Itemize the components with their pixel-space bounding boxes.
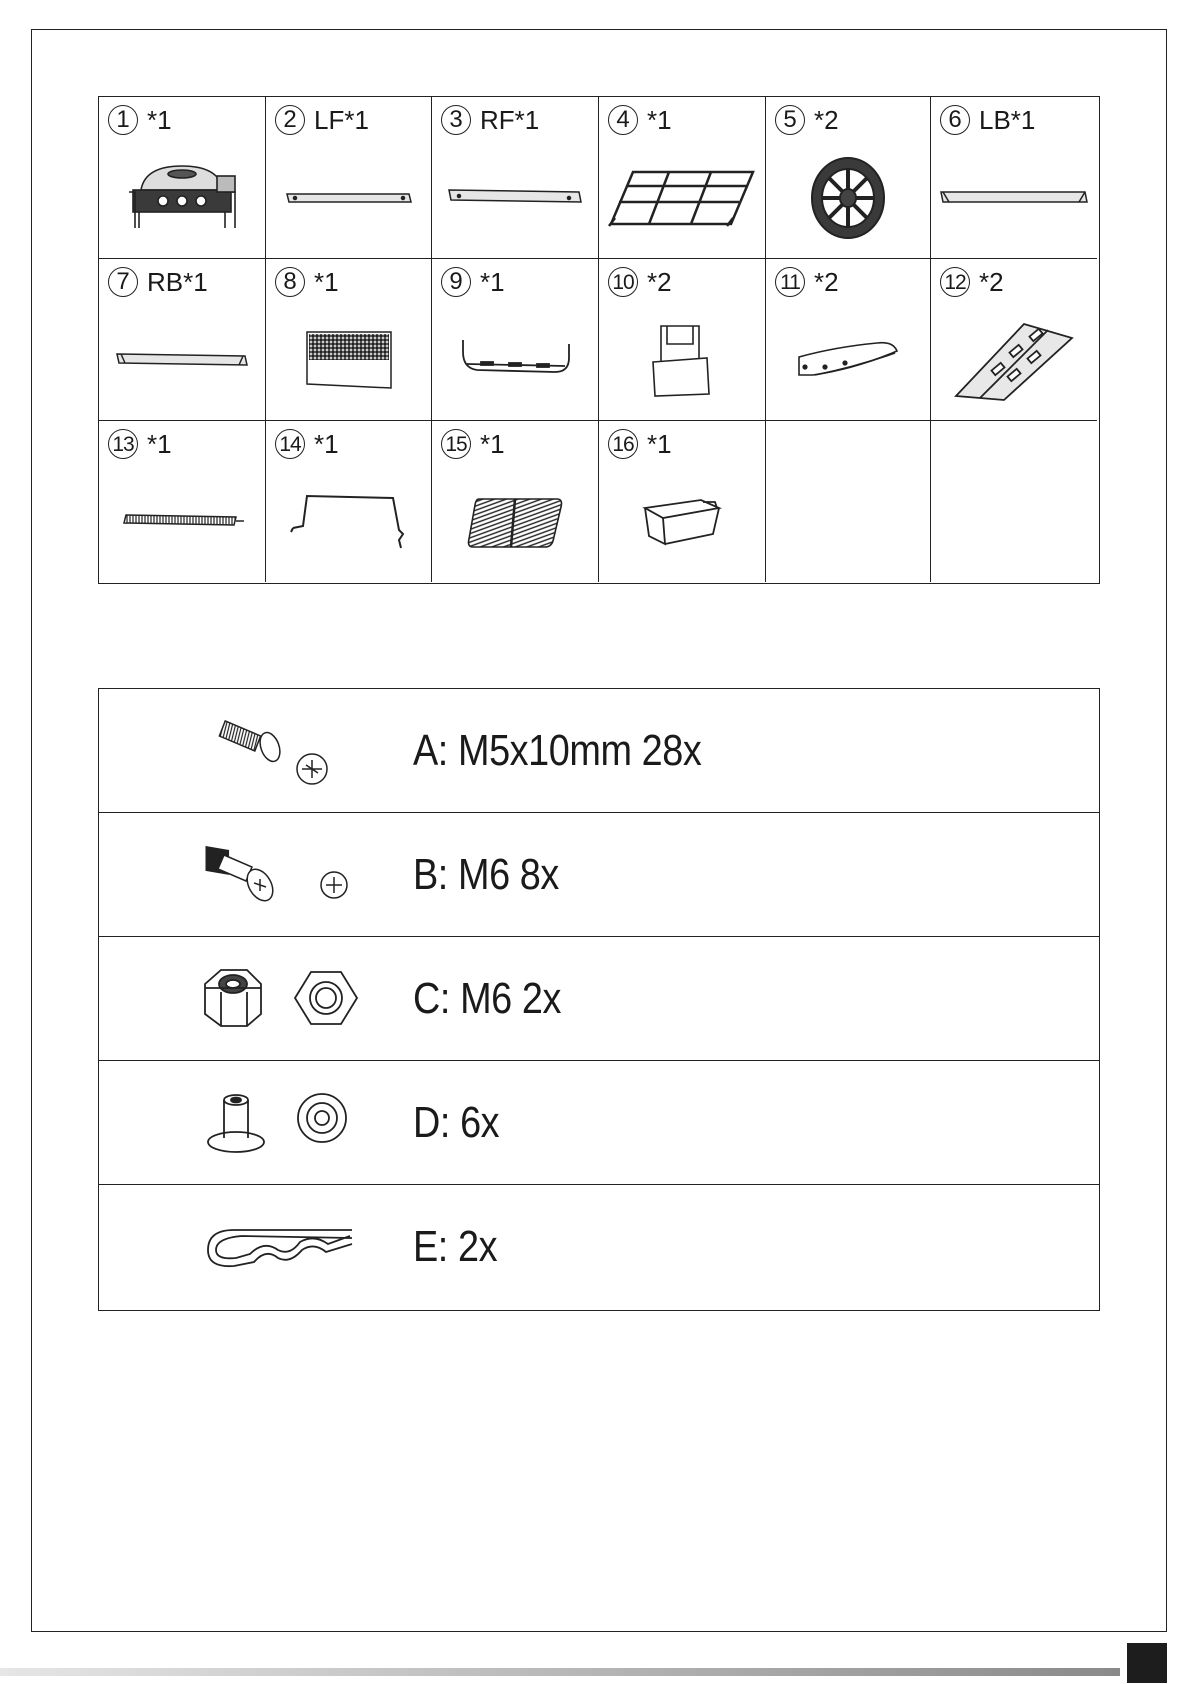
hardware-row bbox=[99, 689, 1099, 813]
hardware-label: A: M5x10mm 28x bbox=[413, 725, 702, 775]
part-cell bbox=[99, 259, 266, 421]
part-cell bbox=[931, 259, 1097, 421]
part-number: 13 bbox=[108, 429, 138, 459]
flat-head-screw-icon bbox=[214, 713, 344, 789]
part-cell bbox=[599, 421, 766, 582]
handle-rod-icon bbox=[287, 492, 411, 552]
part-number: 12 bbox=[940, 267, 970, 297]
part-cell bbox=[266, 259, 432, 421]
part-quantity: *2 bbox=[814, 267, 839, 297]
part-quantity: *1 bbox=[647, 105, 672, 135]
part-number: 14 bbox=[275, 429, 305, 459]
page-marker-box bbox=[1127, 1643, 1167, 1683]
spacer-washer-icon bbox=[204, 1088, 354, 1158]
part-cell bbox=[432, 97, 599, 259]
hardware-row bbox=[99, 1185, 1099, 1309]
part-number: 15 bbox=[441, 429, 471, 459]
part-number: 11 bbox=[775, 267, 805, 297]
part-cell bbox=[99, 97, 266, 259]
part-number: 4 bbox=[608, 105, 638, 135]
part-quantity: *1 bbox=[147, 429, 172, 459]
part-quantity: *1 bbox=[314, 429, 339, 459]
part-quantity: *1 bbox=[647, 429, 672, 459]
warming-rack-icon bbox=[120, 511, 244, 533]
part-quantity: *2 bbox=[647, 267, 672, 297]
side-shelf-icon bbox=[795, 339, 901, 381]
part-number: 16 bbox=[608, 429, 638, 459]
wheel-icon bbox=[809, 156, 887, 240]
hardware-label: E: 2x bbox=[413, 1222, 498, 1271]
part-cell bbox=[99, 421, 266, 582]
part-number: 3 bbox=[441, 105, 471, 135]
left-front-leg-icon bbox=[285, 188, 413, 208]
right-front-leg-icon bbox=[447, 186, 583, 210]
parts-list-table bbox=[98, 96, 1100, 584]
hardware-row bbox=[99, 937, 1099, 1061]
part-cell bbox=[599, 259, 766, 421]
part-quantity: *2 bbox=[814, 105, 839, 135]
grill-head-icon bbox=[127, 162, 237, 234]
empty-cell bbox=[766, 421, 931, 582]
part-cell bbox=[599, 97, 766, 259]
part-quantity: LB*1 bbox=[979, 105, 1036, 135]
part-number: 5 bbox=[775, 105, 805, 135]
part-number: 9 bbox=[441, 267, 471, 297]
part-cell bbox=[432, 421, 599, 582]
part-cell bbox=[931, 97, 1097, 259]
part-quantity: LF*1 bbox=[314, 105, 369, 135]
part-number: 2 bbox=[275, 105, 305, 135]
bottom-grate-icon bbox=[607, 168, 757, 228]
grease-tray-icon bbox=[641, 496, 723, 548]
hardware-row bbox=[99, 1061, 1099, 1185]
part-cell bbox=[766, 259, 931, 421]
part-cell bbox=[266, 97, 432, 259]
part-cell bbox=[766, 97, 931, 259]
footer-gradient-bar bbox=[0, 1668, 1120, 1676]
part-quantity: *1 bbox=[480, 267, 505, 297]
part-cell bbox=[266, 421, 432, 582]
hardware-label: C: M6 2x bbox=[413, 973, 561, 1023]
right-back-leg-icon bbox=[115, 350, 249, 370]
part-number: 1 bbox=[108, 105, 138, 135]
part-quantity: *1 bbox=[480, 429, 505, 459]
part-quantity: *2 bbox=[979, 267, 1004, 297]
hex-nut-icon bbox=[199, 964, 359, 1034]
part-quantity: *1 bbox=[147, 105, 172, 135]
part-number: 7 bbox=[108, 267, 138, 297]
hardware-table bbox=[98, 688, 1100, 1311]
empty-cell bbox=[931, 421, 1097, 582]
hardware-label: B: M6 8x bbox=[413, 849, 559, 899]
leg-sleeve-icon bbox=[649, 322, 715, 398]
part-quantity: RF*1 bbox=[480, 105, 540, 135]
shoulder-bolt-icon bbox=[194, 837, 364, 913]
part-quantity: RB*1 bbox=[147, 267, 208, 297]
left-back-leg-icon bbox=[939, 188, 1089, 208]
cooking-grate-icon bbox=[465, 495, 565, 549]
part-number: 8 bbox=[275, 267, 305, 297]
part-quantity: *1 bbox=[314, 267, 339, 297]
hardware-row bbox=[99, 813, 1099, 937]
hardware-label: D: 6x bbox=[413, 1097, 500, 1147]
heat-tent-icon bbox=[954, 318, 1074, 402]
part-cell bbox=[432, 259, 599, 421]
front-bracket-icon bbox=[457, 338, 573, 382]
r-clip-pin-icon bbox=[204, 1222, 354, 1272]
part-number: 10 bbox=[608, 267, 638, 297]
perforated-panel-icon bbox=[303, 330, 395, 390]
part-number: 6 bbox=[940, 105, 970, 135]
